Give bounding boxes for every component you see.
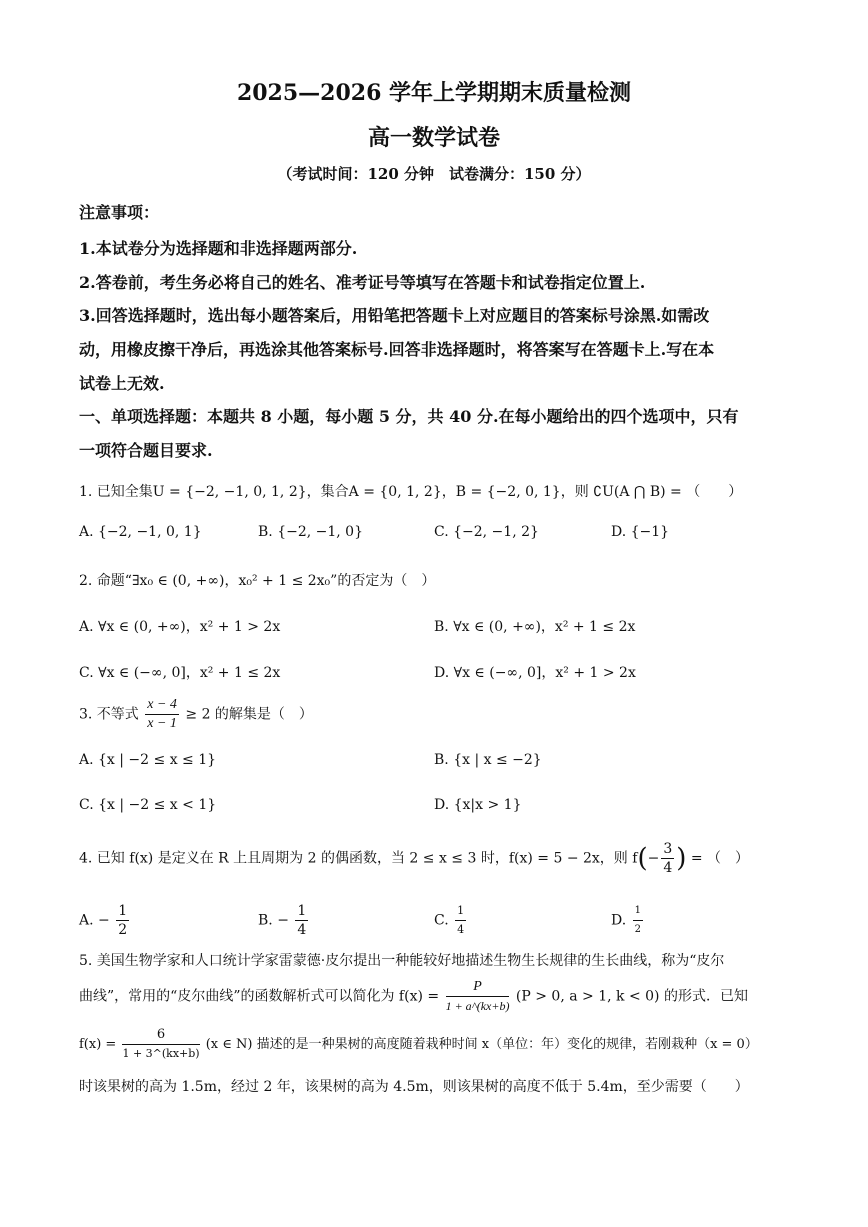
q2-option-b: B. ∀x ∈ (0, +∞)，x² + 1 ≤ 2x — [434, 619, 636, 635]
exam-subtitle: 高一数学试卷 — [367, 125, 500, 151]
q3-stem-suffix: ≥ 2 的解集是（ ） — [185, 706, 313, 723]
q5-line-1: 5. 美国生物学家和人口统计学家雷蒙德·皮尔提出一种能较好地描述生物生长规律的生长曲线，称为“皮尔 — [79, 953, 725, 969]
q3-option-a: A. {x | −2 ≤ x ≤ 1} — [79, 752, 217, 768]
q5-line-2-suffix: (P > 0, a > 1, k < 0) 的形式．已知 — [515, 988, 748, 1005]
q4-option-d-fraction — [633, 902, 643, 939]
q4-option-a-den: 2 — [118, 922, 128, 938]
q1-option-c: C. {−2, −1, 2} — [434, 524, 539, 540]
q4-option-a-fraction — [116, 902, 129, 939]
q4-option-b-fraction — [295, 902, 308, 939]
q4-option-d — [611, 902, 645, 939]
q5-pearl-denominator: 1 + a^(kx+b) — [445, 999, 510, 1013]
section-heading-line-2: 一项符合题目要求. — [79, 441, 213, 460]
note-3-line-2: 动，用橡皮擦干净后，再选涂其他答案标号.回答非选择题时，将答案写在答题卡上.写在本 — [79, 340, 715, 359]
q4-option-d-den: 2 — [634, 924, 642, 935]
q5-model-numerator: 6 — [122, 1026, 199, 1045]
q5-line-3-prefix: f(x) = — [79, 1037, 117, 1052]
q2-option-a: A. ∀x ∈ (0, +∞)，x² + 1 > 2x — [79, 619, 281, 635]
q4-fraction — [661, 840, 674, 877]
q4-option-b-label: B. − — [258, 912, 289, 929]
exam-title: 2025—2026 学年上学期期末质量检测 — [236, 80, 632, 106]
q2-option-c: C. ∀x ∈ (−∞, 0]，x² + 1 ≤ 2x — [79, 665, 281, 681]
q1-option-d: D. {−1} — [611, 524, 670, 540]
q4-right-paren: ) — [676, 843, 687, 874]
note-1: 1.本试卷分为选择题和非选择题两部分. — [79, 239, 358, 258]
q2-stem: 2. 命题“∃x₀ ∈ (0, +∞)，x₀² + 1 ≤ 2x₀”的否定为（ ） — [79, 573, 436, 589]
q1-option-a: A. {−2, −1, 0, 1} — [79, 524, 202, 540]
q1-stem: 1. 已知全集U = {−2, −1, 0, 1, 2}，集合A = {0, 1, 2}，B = {−2, 0, 1}，则 ∁U(A ⋂ B) = （ ） — [79, 484, 743, 500]
q4-fraction-denominator: 4 — [663, 860, 673, 876]
q4-option-d-num: 1 — [633, 902, 643, 921]
q5-pearl-fraction — [446, 978, 510, 1015]
q3-option-b: B. {x | x ≤ −2} — [434, 752, 542, 768]
q3-option-c: C. {x | −2 ≤ x < 1} — [79, 797, 217, 813]
q5-line-4: 时该果树的高为 1.5m，经过 2 年，该果树的高为 4.5m，则该果树的高度不低于 5.4m，至少需要（ ） — [79, 1079, 749, 1095]
q4-option-c-den: 4 — [457, 923, 465, 936]
q3-fraction-numerator: x − 4 — [145, 696, 179, 715]
q5-line-3 — [79, 1026, 758, 1063]
note-3-line-1: 3.回答选择题时，选出每小题答案后，用铅笔把答题卡上对应题目的答案标号涂黑.如需改 — [79, 306, 710, 325]
section-heading-line-1: 一、单项选择题：本题共 8 小题，每小题 5 分，共 40 分.在每小题给出的四个选项中，只有 — [79, 407, 739, 426]
q4-option-a-label: A. − — [79, 912, 110, 929]
q4-option-d-label: D. — [611, 912, 627, 929]
q5-line-2 — [79, 978, 748, 1015]
q3-stem-prefix: 3. 不等式 — [79, 706, 139, 723]
q4-stem-prefix: 4. 已知 f(x) 是定义在 R 上且周期为 2 的偶函数，当 2 ≤ x ≤ 3 时，f(x) = 5 − 2x，则 f — [79, 850, 638, 867]
exam-info: （考试时间：120 分钟 试卷满分：150 分） — [277, 165, 591, 183]
q4-left-paren: ( — [637, 843, 648, 874]
q5-line-3-suffix: (x ∈ N) 描述的是一种果树的高度随着栽种时间 x（单位：年）变化的规律，若刚栽种（x = 0） — [205, 1037, 758, 1052]
q3-option-d: D. {x|x > 1} — [434, 797, 522, 813]
q4-option-c-label: C. — [434, 912, 449, 929]
q1-option-b: B. {−2, −1, 0} — [258, 524, 363, 540]
q5-model-denominator: 1 + 3^(kx+b) — [122, 1047, 200, 1060]
q4-option-a-num: 1 — [118, 903, 128, 919]
q4-option-a — [79, 902, 131, 939]
q5-model-fraction — [122, 1026, 199, 1063]
note-3-line-3: 试卷上无效. — [79, 374, 165, 393]
q4-stem — [79, 840, 749, 877]
q4-minus: − — [647, 850, 660, 867]
q3-fraction — [145, 696, 179, 733]
q4-option-b-num: 1 — [297, 903, 307, 919]
note-2: 2.答卷前，考生务必将自己的姓名、准考证号等填写在答题卡和试卷指定位置上. — [79, 273, 646, 292]
q4-fraction-numerator: 3 — [663, 841, 673, 857]
q5-line-2-prefix: 曲线”，常用的“皮尔曲线”的函数解析式可以简化为 f(x) = — [79, 988, 440, 1005]
q4-option-c-num: 1 — [455, 902, 466, 921]
notes-heading: 注意事项： — [79, 203, 160, 222]
q4-stem-suffix: = （ ） — [690, 850, 750, 867]
q4-option-b — [258, 902, 310, 939]
q4-option-c — [434, 902, 468, 939]
q2-option-d: D. ∀x ∈ (−∞, 0]，x² + 1 > 2x — [434, 665, 636, 681]
q4-option-c-fraction — [455, 902, 466, 939]
q4-option-b-den: 4 — [297, 922, 307, 938]
q3-fraction-denominator: x − 1 — [147, 716, 177, 731]
q3-stem — [79, 696, 313, 733]
q5-pearl-numerator: P — [446, 978, 510, 997]
